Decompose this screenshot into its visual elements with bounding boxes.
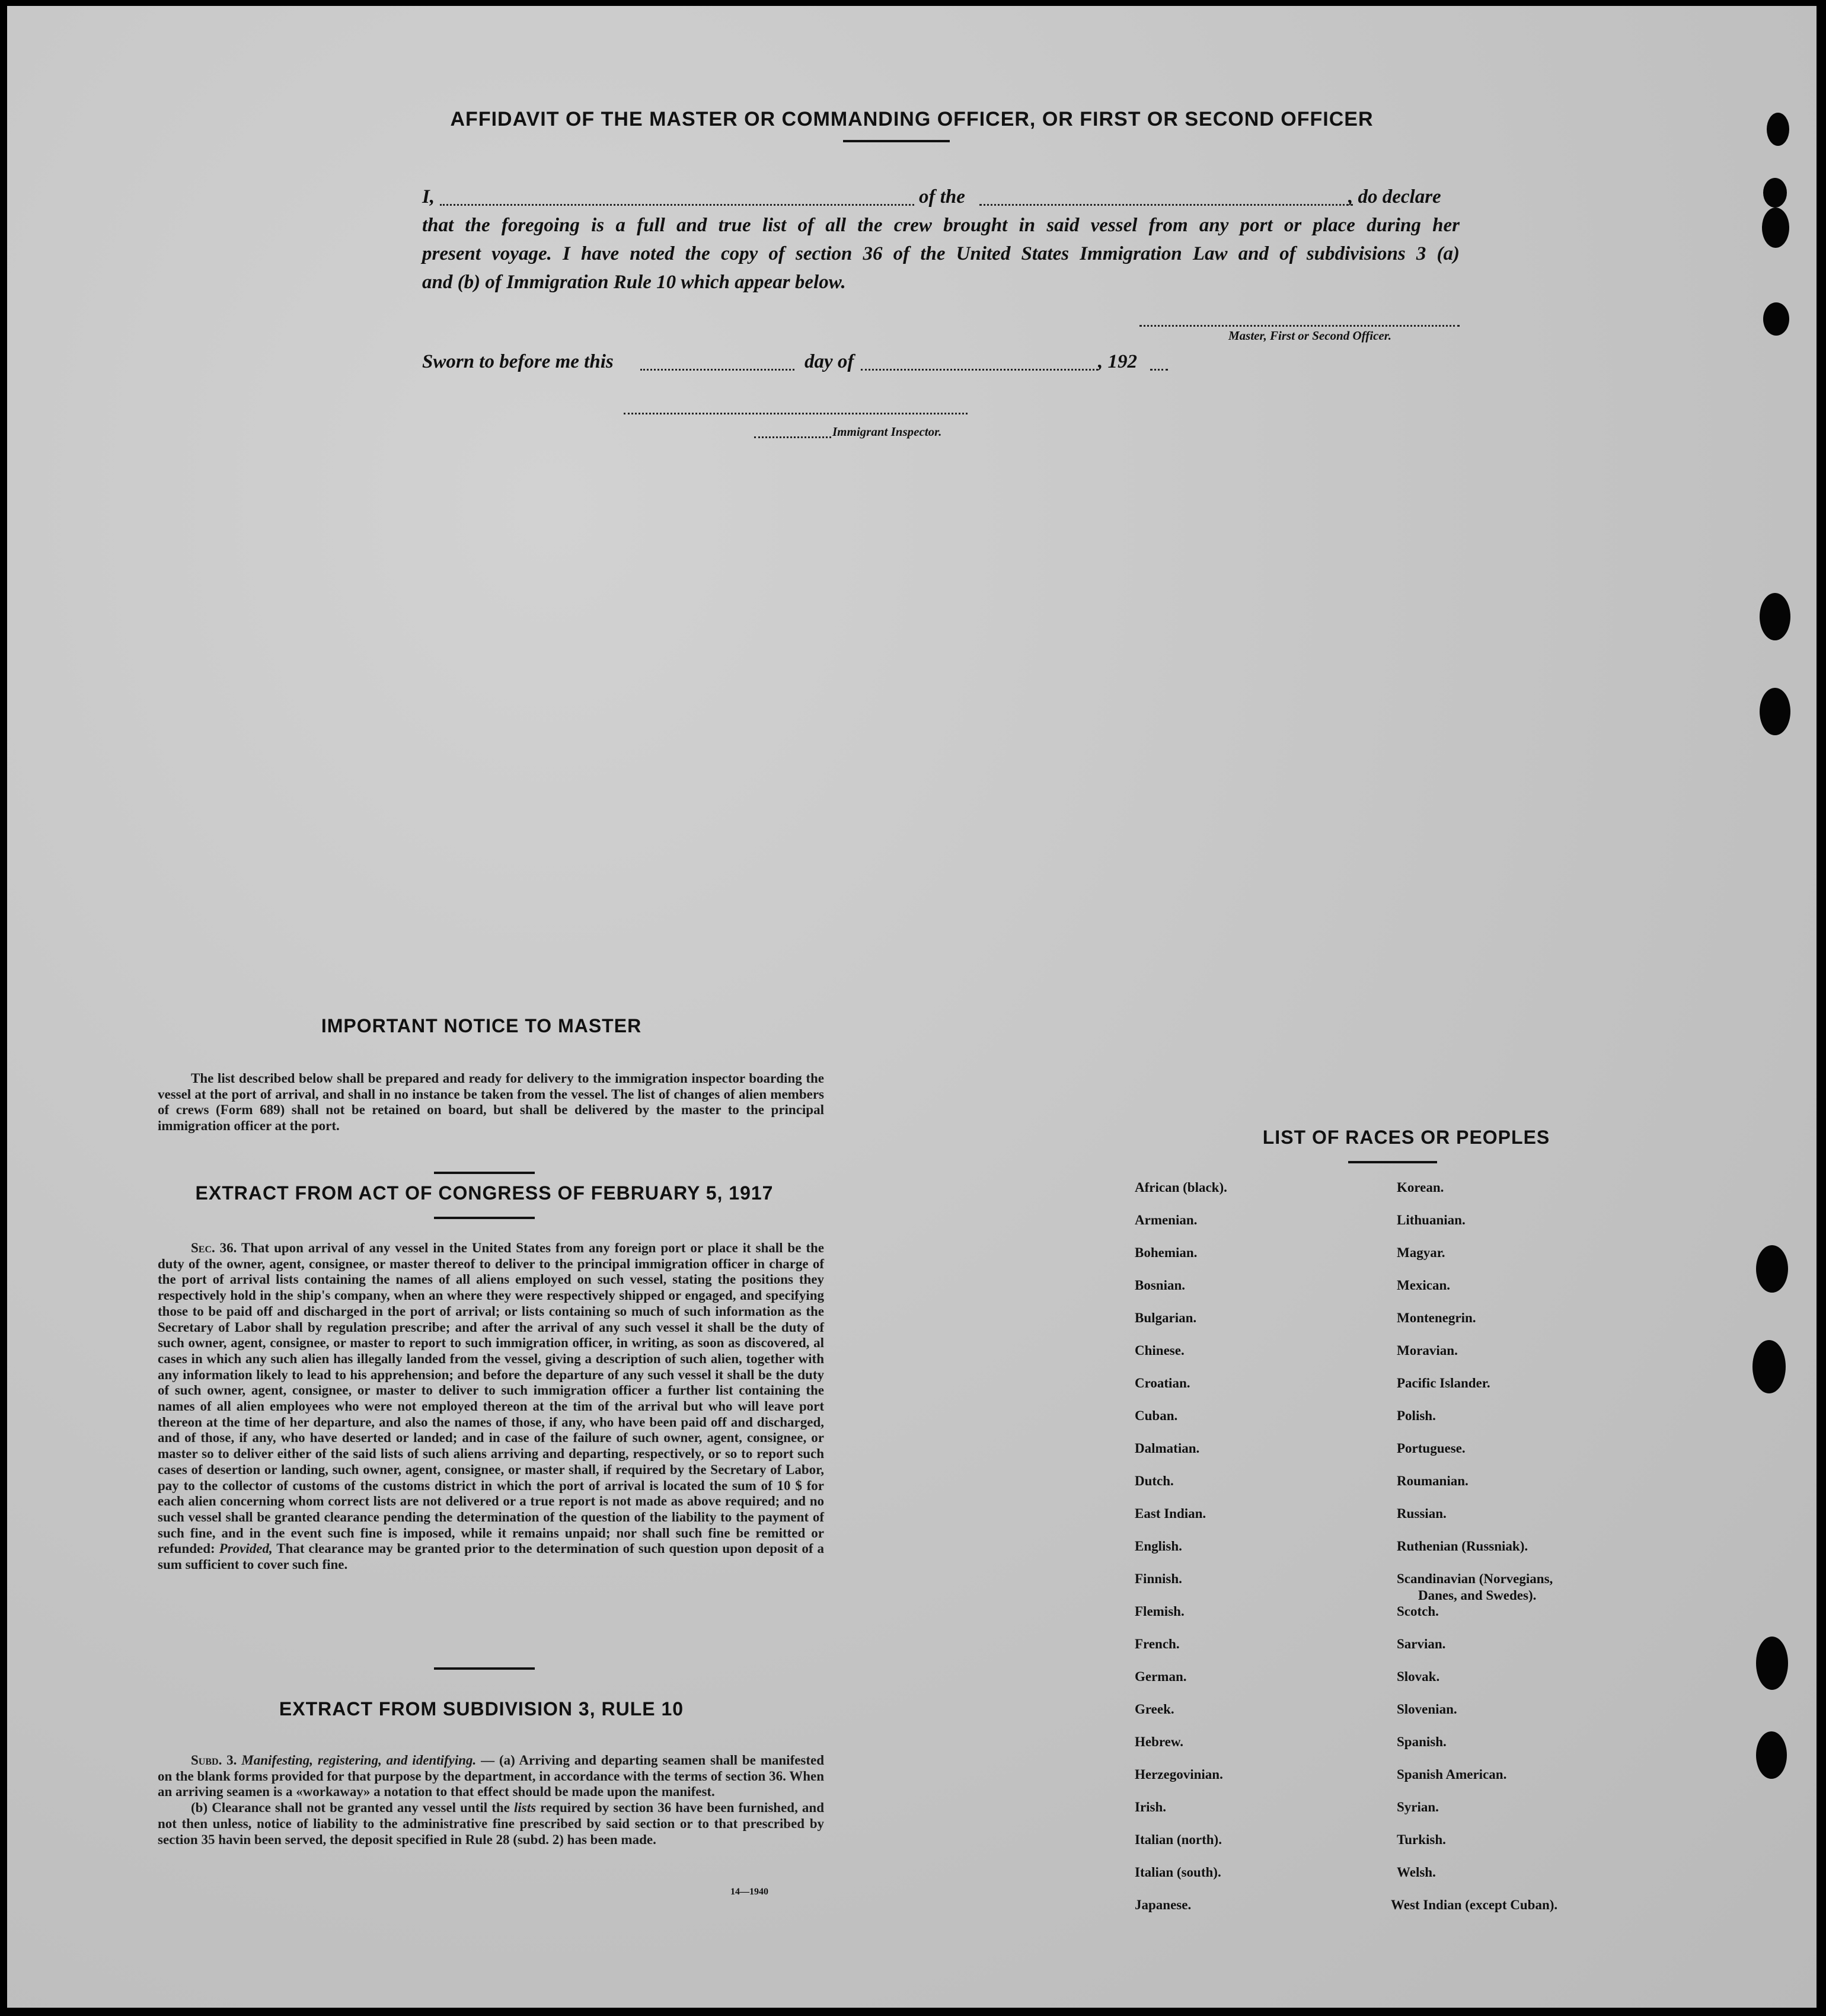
punch-hole bbox=[1756, 1245, 1788, 1293]
vessel-blank[interactable] bbox=[979, 204, 1353, 206]
notice-text bbox=[158, 1071, 824, 1134]
declaration-line-3: present voyage. I have noted the copy of section 36 of the United States Immigration Law and of subdivisions 3 (a) bbox=[422, 243, 1460, 264]
race-right-item: Polish. bbox=[1397, 1408, 1436, 1423]
declaration-do-declare: , do declare bbox=[1348, 186, 1441, 208]
race-left-item: Dutch. bbox=[1135, 1473, 1174, 1488]
paragraph-b-start: (b) Clearance shall not be granted any vessel until the bbox=[191, 1800, 510, 1816]
race-left-item: Bosnian. bbox=[1135, 1278, 1186, 1293]
notice-paragraph: The list described below shall be prepared and ready for delivery to the immigration inspector boarding the vessel at the port of arrival, and shall in no instance be taken from the vessel. The list of changes of alien members of crews (Form 689) shall not be retained on board, but shall be delivered by the master to the principal immigration officer at the port. bbox=[158, 1071, 824, 1134]
race-right-item: Danes, and Swedes). bbox=[1418, 1588, 1537, 1603]
race-left-item: Dalmatian. bbox=[1135, 1441, 1200, 1456]
section-label: Sec. 36. bbox=[191, 1240, 237, 1255]
year-label: , 192 bbox=[1098, 351, 1137, 372]
race-left-item: Bulgarian. bbox=[1135, 1310, 1197, 1325]
punch-hole bbox=[1756, 1637, 1788, 1690]
month-blank[interactable] bbox=[861, 369, 1098, 371]
act-extract-title: EXTRACT FROM ACT OF CONGRESS OF FEBRUARY 5, 1917 bbox=[195, 1182, 774, 1204]
race-right-item: Montenegrin. bbox=[1397, 1310, 1476, 1325]
race-right-item: Turkish. bbox=[1397, 1832, 1446, 1847]
race-right-item: Roumanian. bbox=[1397, 1473, 1469, 1488]
race-left-item: Croatian. bbox=[1135, 1376, 1190, 1390]
declaration-line-4: and (b) of Immigration Rule 10 which appear below. bbox=[422, 272, 846, 293]
race-right-item: Sarvian. bbox=[1397, 1637, 1446, 1651]
race-left-item: French. bbox=[1135, 1637, 1180, 1651]
race-left-item: Italian (north). bbox=[1135, 1832, 1222, 1847]
year-blank[interactable] bbox=[1150, 369, 1168, 371]
notice-title: IMPORTANT NOTICE TO MASTER bbox=[321, 1015, 642, 1036]
inspector-signature-blank[interactable] bbox=[624, 413, 968, 414]
master-signature-blank[interactable] bbox=[1139, 325, 1460, 327]
day-of-label: day of bbox=[805, 351, 854, 372]
race-right-item: Scotch. bbox=[1397, 1604, 1439, 1619]
punch-hole bbox=[1760, 688, 1790, 735]
subdivision-title: Manifesting, registering, and identifying. bbox=[241, 1753, 477, 1768]
race-right-item: Scandinavian (Norvegians, bbox=[1397, 1571, 1553, 1586]
declaration-i-label: I, bbox=[422, 186, 435, 208]
lists-word: lists bbox=[513, 1800, 537, 1816]
punch-hole bbox=[1763, 178, 1787, 208]
race-right-item: Slovenian. bbox=[1397, 1702, 1457, 1717]
race-left-item: African (black). bbox=[1135, 1180, 1227, 1195]
master-signature-label: Master, First or Second Officer. bbox=[1228, 328, 1391, 343]
race-right-item: Spanish American. bbox=[1397, 1767, 1507, 1782]
race-right-item: Welsh. bbox=[1397, 1865, 1436, 1880]
race-right-item: Spanish. bbox=[1397, 1734, 1447, 1749]
race-left-item: Cuban. bbox=[1135, 1408, 1178, 1423]
punch-hole bbox=[1756, 1731, 1787, 1779]
subdivision-label: Subd. 3. bbox=[191, 1753, 237, 1768]
act-extract-text bbox=[158, 1240, 824, 1573]
punch-hole bbox=[1752, 1340, 1786, 1393]
inspector-name-blank[interactable] bbox=[754, 436, 831, 438]
race-left-item: Italian (south). bbox=[1135, 1865, 1221, 1880]
section-36-text: That upon arrival of any vessel in the United States from any foreign port or place it shall be the duty of the owner, agent, consignee, or master thereof to deliver to the principal immigration officer in charge of the port of arrival lists containing the names of all aliens employed on such vessel, stating the positions they respectively hold in the ship's company, when an where they were respectively shipped or engaged, and specifying those to be paid off and discharged in the port of arrival; or lists containing so much of such information as the Secretary of Labor shall by regulation prescribe; and after the arrival of any such vessel it shall be the duty of such owner, agent, consignee, or master to report to such immigration officer, in writing, as soon as discovered, al cases in which any such alien has illegally landed from the vessel, giving a description of such alien, together with any information likely to lead to his apprehension; and before the departure of any such vessel it shall be the duty of such owner, agent, consignee, or master to deliver to such immigration officer a further list containing the names of all alien employees who were not employed thereon at the tim of the arrival but who will leave port thereon at the time of her departure, and also the names of those, if any, who have been paid off and discharged, and of those, if any, who have deserted or landed; and in case of the failure of such owner, agent, consignee, or master so to deliver either of the said lists of such aliens arriving and departing, respectively, or so to report such cases of desertion or landing, such owner, agent, consignee, or master shall, if required by the Secretary of Labor, pay to the collector of customs of the customs district in which the port of arrival is located the sum of 10 $ for each alien concerning whom correct lists are not delivered or a true report is not made as above required; and no such vessel shall be granted clearance pending the determination of the question of the liability to the payment of such fine, and in the event such fine is imposed, while it remains unpaid; nor shall such fine be remitted or refunded: bbox=[158, 1240, 824, 1556]
race-right-item: Slovak. bbox=[1397, 1669, 1440, 1684]
declaration-of-the: of the bbox=[919, 186, 965, 208]
notice-rule bbox=[434, 1172, 535, 1174]
affidavit-title: AFFIDAVIT OF THE MASTER OR COMMANDING OFFICER, OR FIRST OR SECOND OFFICER bbox=[450, 108, 1374, 130]
race-right-item: Pacific Islander. bbox=[1397, 1376, 1490, 1390]
race-right-item: Portuguese. bbox=[1397, 1441, 1466, 1456]
punch-hole bbox=[1763, 302, 1789, 336]
rule-extract-text bbox=[158, 1753, 824, 1848]
races-title: LIST OF RACES OR PEOPLES bbox=[1262, 1127, 1550, 1148]
document-page bbox=[7, 6, 1817, 2008]
day-blank[interactable] bbox=[640, 369, 794, 371]
race-left-item: Greek. bbox=[1135, 1702, 1174, 1717]
race-left-item: East Indian. bbox=[1135, 1506, 1206, 1521]
race-left-item: Finnish. bbox=[1135, 1571, 1182, 1586]
title-rule bbox=[843, 140, 950, 142]
punch-hole bbox=[1760, 593, 1790, 640]
section-36-text-end: That clearance may be granted prior to the determination of such question upon deposit of a sum sufficient to cover such fine. bbox=[158, 1541, 825, 1572]
race-right-item: Russian. bbox=[1397, 1506, 1447, 1521]
race-right-item: Ruthenian (Russniak). bbox=[1397, 1539, 1528, 1554]
rule-extract-title: EXTRACT FROM SUBDIVISION 3, RULE 10 bbox=[279, 1698, 684, 1720]
race-left-item: English. bbox=[1135, 1539, 1182, 1554]
inspector-label: Immigrant Inspector. bbox=[832, 425, 942, 439]
race-right-item: Korean. bbox=[1397, 1180, 1444, 1195]
race-right-item: Mexican. bbox=[1397, 1278, 1451, 1293]
races-rule bbox=[1348, 1161, 1437, 1163]
race-left-item: Bohemian. bbox=[1135, 1245, 1198, 1260]
race-left-item: Chinese. bbox=[1135, 1343, 1185, 1358]
race-left-item: German. bbox=[1135, 1669, 1187, 1684]
race-left-item: Irish. bbox=[1135, 1800, 1167, 1814]
race-right-item: West Indian (except Cuban). bbox=[1391, 1897, 1558, 1912]
punch-hole bbox=[1767, 113, 1789, 146]
provided-word: Provided, bbox=[219, 1541, 273, 1556]
race-right-item: Magyar. bbox=[1397, 1245, 1445, 1260]
race-left-item: Hebrew. bbox=[1135, 1734, 1183, 1749]
race-left-item: Japanese. bbox=[1135, 1897, 1192, 1912]
name-blank[interactable] bbox=[440, 204, 914, 206]
race-left-item: Flemish. bbox=[1135, 1604, 1185, 1619]
punch-hole bbox=[1762, 208, 1789, 248]
act-extract-rule bbox=[434, 1217, 535, 1219]
declaration-line-2: that the foregoing is a full and true list of all the crew brought in said vessel from any port or place during her bbox=[422, 215, 1460, 236]
act-end-rule bbox=[434, 1667, 535, 1670]
race-right-item: Lithuanian. bbox=[1397, 1213, 1466, 1227]
form-number: 14—1940 bbox=[730, 1887, 768, 1897]
race-left-item: Armenian. bbox=[1135, 1213, 1198, 1227]
race-right-item: Moravian. bbox=[1397, 1343, 1458, 1358]
paragraph-b-end: required by section 36 have been furnished, and not then unless, notice of liability to the administrative fine prescribed by said section or to that prescribed by section 35 havin been served, the deposit specified in Rule 28 (subd. 2) has been made. bbox=[158, 1800, 824, 1847]
sworn-label: Sworn to before me this bbox=[422, 351, 614, 372]
race-right-item: Syrian. bbox=[1397, 1800, 1439, 1814]
paragraph-a: — (a) Arriving and departing seamen shall be manifested on the blank forms provided for that purpose by the department, in accordance with the terms of section 36. When an arriving seamen is a «workaway» a notation to that effect should be made upon the manifest. bbox=[158, 1753, 825, 1800]
race-left-item: Herzegovinian. bbox=[1135, 1767, 1223, 1782]
